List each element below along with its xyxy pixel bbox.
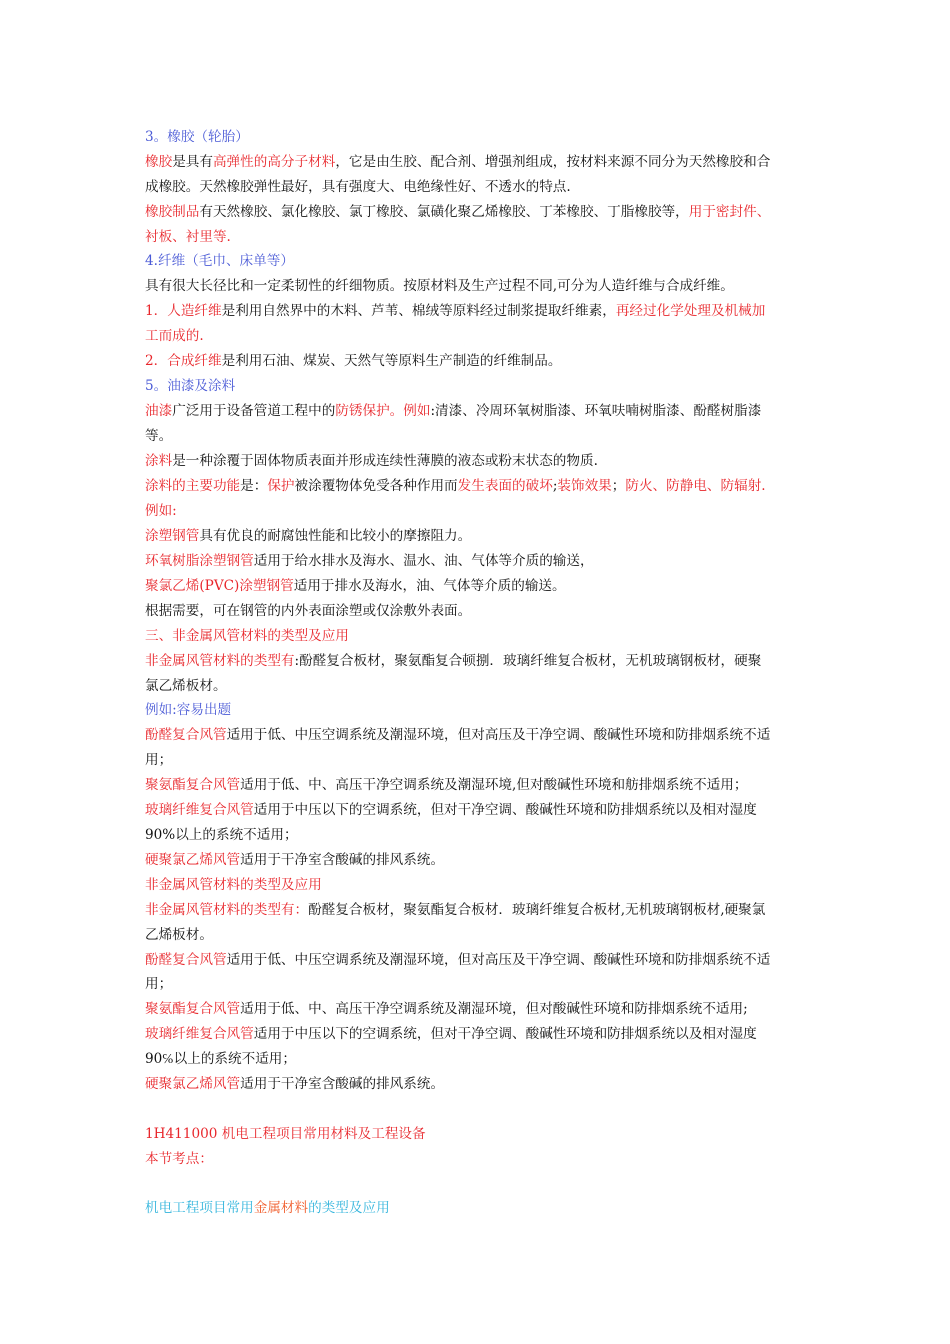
text-segment: 装饰效果 [557, 478, 612, 494]
text-line [145, 876, 322, 894]
text-line [145, 577, 566, 595]
text-line [145, 851, 444, 869]
text-segment: 机电工程项目常用 [145, 1200, 254, 1216]
text-segment: 非金属风管材料的类型及应用 [145, 877, 322, 893]
text-segment: 适用于干净室含酸碱的排风系统。 [240, 1076, 445, 1092]
text-segment: 成橡胶。天然橡胶弹性最好，具有强度大、电绝缘性好、不透水的特点. [145, 179, 571, 195]
text-segment: 玻璃纤维复合风管 [145, 1026, 254, 1042]
text-segment: 具有优良的耐腐蚀性能和比较小的摩擦阻力。 [199, 528, 472, 544]
text-segment: 防火、防静电、防辐射. [625, 478, 766, 494]
text-segment: 聚氨酯复合风管 [145, 1001, 241, 1017]
text-line [145, 1125, 426, 1143]
text-segment: 本节考点： [145, 1151, 213, 1167]
text-segment: 涂塑钢管 [145, 528, 200, 544]
text-segment: 根据需要，可在钢管的内外表面涂塑或仅涂敷外表面。 [145, 603, 472, 619]
text-line [145, 352, 561, 370]
text-line [145, 228, 231, 246]
text-segment: 适用于干净室含酸碱的排风系统。 [240, 852, 445, 868]
text-segment: 环氧树脂涂塑钢管 [145, 553, 254, 569]
text-line [145, 327, 204, 345]
text-line [145, 128, 249, 146]
text-segment: 再经过化学处理及机械加 [615, 303, 766, 319]
text-segment: 硬聚氯乙烯风管 [145, 1076, 241, 1092]
text-segment: :清漆、冷周环氧树脂漆、环氧呋喃树脂漆、酚醛树脂漆 [430, 403, 762, 419]
text-segment: 90%以上的系统不适用； [145, 827, 298, 843]
text-segment: 是具有 [172, 154, 213, 170]
text-segment: 涂料 [145, 453, 173, 469]
text-segment: 保护 [267, 478, 295, 494]
text-line [145, 477, 766, 495]
text-segment: 三、非金属风管材料的类型及应用 [145, 628, 349, 644]
text-segment: 是利用石油、煤炭、天然气等原料生产制造的纤维制品。 [221, 353, 562, 369]
text-segment: 具有很大长径比和一定柔韧性的纤细物质。按原材料及生产过程不同,可分为人造纤维与合成纤维。 [145, 278, 734, 294]
text-line [145, 277, 734, 295]
text-segment: 玻璃纤维复合风管 [145, 802, 254, 818]
text-segment: 橡胶制品 [145, 204, 200, 220]
text-segment: 例如:容易出题 [145, 702, 232, 718]
text-line [145, 901, 765, 919]
text-line [145, 302, 765, 320]
text-line [145, 801, 757, 819]
text-line [145, 1050, 296, 1068]
text-segment: 1H411000 机电工程项目常用材料及工程设备 [145, 1126, 426, 1142]
text-segment: 乙烯板材。 [145, 927, 213, 943]
text-segment: 5。油漆及涂料 [145, 378, 236, 394]
text-line [145, 726, 770, 744]
text-segment: 硬聚氯乙烯风管 [145, 852, 241, 868]
text-segment: 氯乙烯板材。 [145, 678, 227, 694]
text-line [145, 1000, 748, 1018]
text-line [145, 203, 770, 221]
text-line [145, 1150, 213, 1168]
text-segment: 酚醛复合风管 [145, 952, 227, 968]
text-line [145, 776, 747, 794]
text-segment: 适用于低、中、高压干净空调系统及潮湿环境，但对酸碱性环境和防排烟系统不适用; [240, 1001, 748, 1017]
text-segment: 适用于中压以下的空调系统，但对干净空调、酸碱性环境和防排烟系统以及相对湿度 [253, 802, 757, 818]
text-segment: 酚醛复合风管 [145, 727, 227, 743]
text-segment: 高弹性的高分子材料 [212, 154, 336, 170]
text-segment: 是一种涂覆于固体物质表面并形成连续性薄膜的液态或粉末状态的物质. [172, 453, 598, 469]
text-line [145, 527, 471, 545]
text-segment: 适用于低、中、高压干净空调系统及潮湿环境,但对酸碱性环境和舫排烟系统不适用； [240, 777, 748, 793]
text-segment: 适用于低、中压空调系统及潮湿环境，但对高压及干净空调、酸碱性环境和防排烟系统不适 [226, 952, 771, 968]
text-segment: 90℅以上的系统不适用； [145, 1051, 296, 1067]
text-segment: 用于密封件、 [688, 204, 771, 220]
text-segment: 非金属风管材料的类型有 [145, 653, 295, 669]
text-line [145, 402, 761, 420]
text-segment: 酚醛复合板材，聚氨酯复合板材．玻璃纤维复合板材,无机玻璃钢板材,硬聚氯 [308, 902, 766, 918]
text-segment: ； [611, 478, 626, 494]
text-segment: ，它是由生胶、配合剂、增强剂组成，按材料来源不同分为天然橡胶和合 [335, 154, 771, 170]
text-segment: 非金属风管材料的类型有： [145, 902, 309, 918]
text-segment: 等。 [145, 428, 173, 444]
text-segment: 例如: [145, 503, 177, 519]
text-line [145, 552, 594, 570]
text-segment: 广泛用于设备管道工程中的 [172, 403, 336, 419]
text-segment: 是： [240, 478, 268, 494]
text-segment: 用； [145, 752, 173, 768]
text-segment: 橡胶 [145, 154, 173, 170]
text-line [145, 252, 294, 270]
text-line [145, 602, 471, 620]
text-line [145, 153, 770, 171]
text-line [145, 652, 761, 670]
text-segment: 有天然橡胶、氯化橡胶、氯丁橡胶、氯磺化聚乙烯橡胶、丁苯橡胶、丁脂橡胶等， [199, 204, 689, 220]
text-line [145, 502, 177, 520]
text-line [145, 452, 598, 470]
text-segment: 防锈保护。例如 [335, 403, 431, 419]
text-segment: 聚氨酯复合风管 [145, 777, 241, 793]
text-line [145, 975, 172, 993]
text-segment: 衬板、衬里等. [145, 229, 231, 245]
text-segment: 被涂覆物体免受各种作用而 [294, 478, 458, 494]
text-line [145, 627, 349, 645]
text-segment: 聚氯乙烯(PVC)涂塑钢管 [145, 578, 294, 594]
text-segment: 适用于排水及海水，油、气体等介质的输送。 [293, 578, 566, 594]
text-segment: :酚醛复合板材，聚氨酯复合顿捌．玻璃纤维复合板材，无机玻璃钢板材，硬聚 [294, 653, 762, 669]
text-line [145, 1075, 444, 1093]
text-segment: 的类型及应用 [308, 1200, 390, 1216]
text-line [145, 701, 231, 719]
text-line [145, 951, 770, 969]
text-segment: 4.纤维（毛巾、床单等） [145, 253, 294, 269]
text-segment: 2．合成纤维 [145, 353, 222, 369]
text-segment: 用； [145, 976, 173, 992]
text-segment: 发生表面的破坏 [457, 478, 553, 494]
text-line [145, 1199, 390, 1217]
text-line [145, 1025, 757, 1043]
text-segment: 工而成的. [145, 328, 204, 344]
text-segment: 3。橡胶（轮胎） [145, 129, 249, 145]
text-line [145, 677, 227, 695]
text-segment: 油漆 [145, 403, 173, 419]
text-line [145, 826, 298, 844]
text-segment: 适用于给水排水及海水、温水、油、气体等介质的输送， [253, 553, 594, 569]
text-segment: 适用于低、中压空调系统及潮湿环境，但对高压及干净空调、酸碱性环境和防排烟系统不适 [226, 727, 771, 743]
text-segment: 涂料的主要功能 [145, 478, 241, 494]
text-line [145, 377, 235, 395]
text-segment: 金属材料 [253, 1200, 309, 1216]
text-segment: 适用于中压以下的空调系统，但对干净空调、酸碱性环境和防排烟系统以及相对湿度 [253, 1026, 757, 1042]
text-line [145, 178, 571, 196]
text-line [145, 926, 213, 944]
text-line [145, 427, 172, 445]
text-line [145, 751, 172, 769]
text-segment: 是利用自然界中的木料、芦苇、棉绒等原料经过制浆提取纤维素， [221, 303, 616, 319]
text-segment: 1．人造纤维 [145, 303, 222, 319]
text-segment: ; [552, 478, 558, 494]
